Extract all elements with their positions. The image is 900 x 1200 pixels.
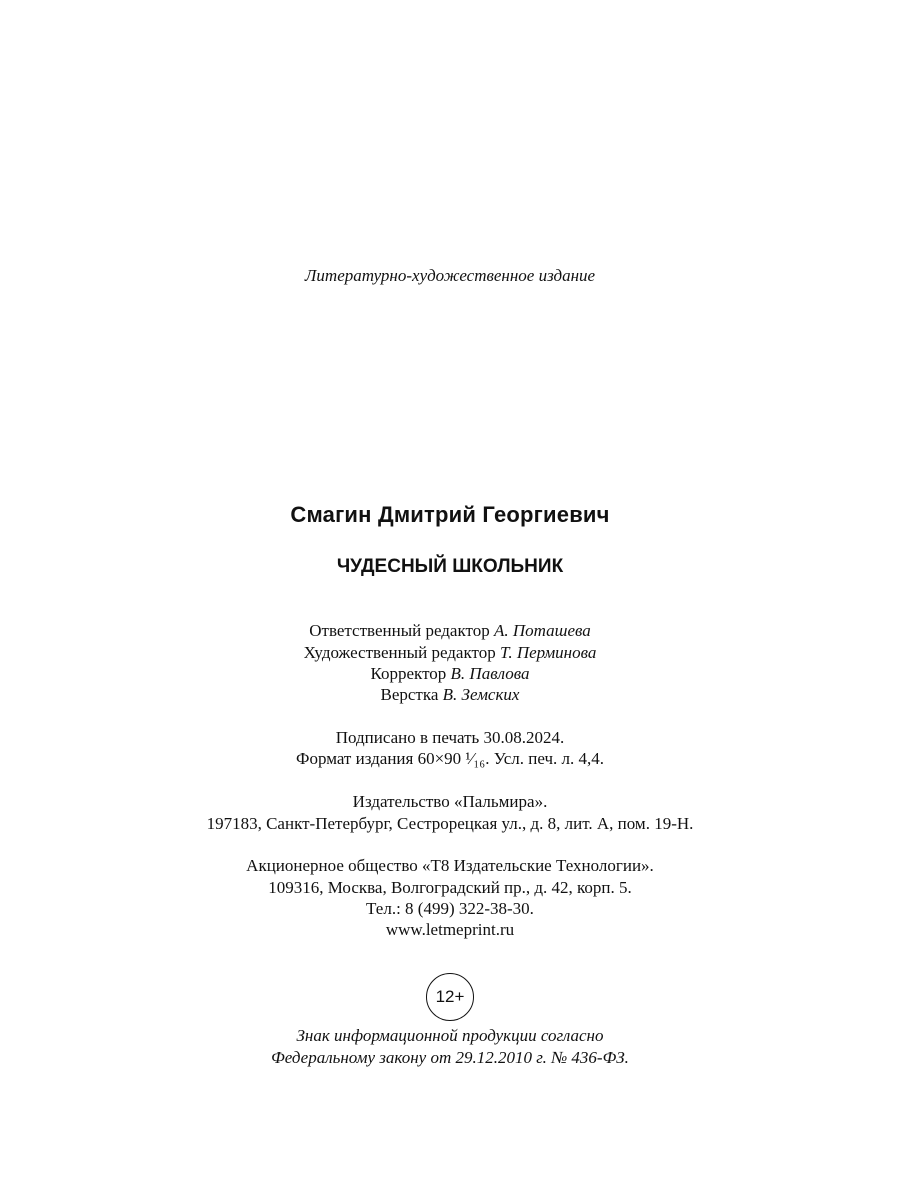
age-note-line2: Федеральному закону от 29.12.2010 г. № 436-ФЗ. xyxy=(271,1048,629,1067)
age-rating-badge xyxy=(426,973,474,1021)
credit-role: Корректор xyxy=(370,664,447,683)
printer-phone: Тел.: 8 (499) 322-38-30. xyxy=(366,899,534,918)
printer-name: Акционерное общество «Т8 Издательские Технологии». xyxy=(246,856,654,875)
print-format: Формат издания 60×90 ¹⁄₁₆. Усл. печ. л. 4,4. xyxy=(296,749,604,768)
print-signed: Подписано в печать 30.08.2024. xyxy=(335,728,565,747)
book-title: ЧУДЕСНЫЙ ШКОЛЬНИК xyxy=(336,556,564,577)
credit-name: Т. Перминова xyxy=(499,643,597,662)
credit-line xyxy=(0,685,900,705)
publisher-address: 197183, Санкт-Петербург, Сестрорецкая ул., д. 8, лит. А, пом. 19-Н. xyxy=(206,814,694,833)
credit-line xyxy=(0,621,900,641)
printer-address: 109316, Москва, Волгоградский пр., д. 42, корп. 5. xyxy=(268,878,632,897)
credit-role: Художественный редактор xyxy=(303,643,496,662)
credit-line xyxy=(0,643,900,663)
credit-name: В. Павлова xyxy=(450,664,530,683)
printer-website: www.letmeprint.ru xyxy=(385,920,515,939)
age-rating-label: 12+ xyxy=(435,987,465,1006)
credit-name: В. Земских xyxy=(442,685,520,704)
credit-role: Верстка xyxy=(380,685,439,704)
author-name: Смагин Дмитрий Георгиевич xyxy=(290,502,610,527)
age-note-line1: Знак информационной продукции согласно xyxy=(296,1026,604,1045)
publisher-name: Издательство «Пальмира». xyxy=(352,792,548,811)
credit-line xyxy=(0,664,900,684)
edition-type: Литературно-художественное издание xyxy=(304,266,596,285)
credit-name: А. Поташева xyxy=(493,621,591,640)
credit-role: Ответственный редактор xyxy=(309,621,490,640)
